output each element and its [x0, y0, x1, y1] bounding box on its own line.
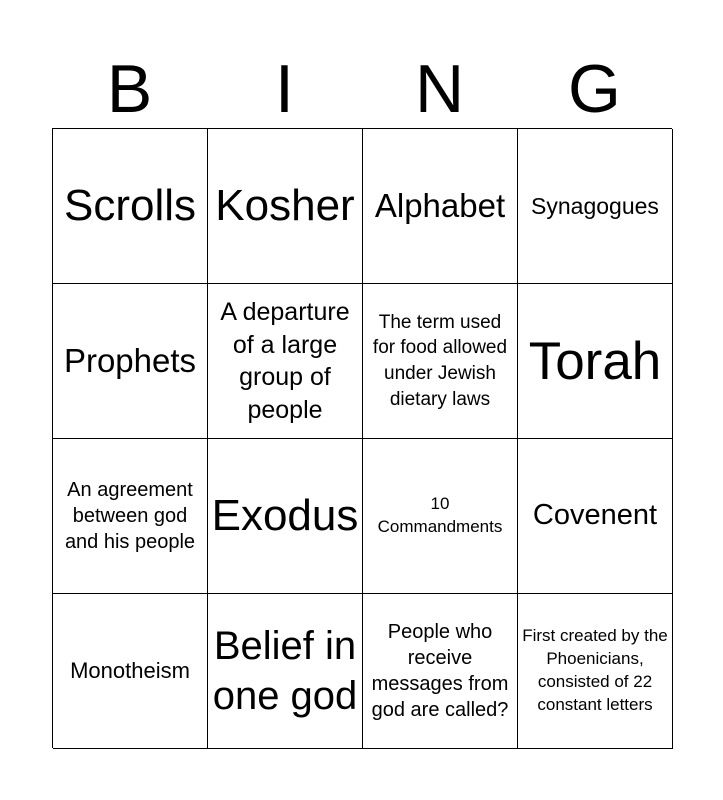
header-letter-n: N — [414, 51, 465, 127]
cell-text: Scrolls — [63, 181, 197, 230]
bingo-cell-1-1[interactable] — [53, 129, 208, 284]
cell-text: Covenent — [532, 499, 658, 532]
header-letter-i: I — [275, 51, 294, 127]
bingo-cell-4-2[interactable] — [208, 594, 363, 749]
cell-text: Exodus — [211, 491, 359, 540]
bingo-header — [52, 50, 672, 128]
cell-text: Alphabet — [374, 186, 506, 224]
cell-text: Monotheism — [70, 657, 190, 683]
bingo-cell-4-3[interactable] — [363, 594, 518, 749]
bingo-cell-2-3[interactable] — [363, 284, 518, 439]
bingo-cell-2-1[interactable] — [53, 284, 208, 439]
cell-text: People who receive messages from god are called? — [371, 621, 509, 721]
bingo-cell-3-1[interactable] — [53, 439, 208, 594]
bingo-cell-2-4[interactable] — [518, 284, 673, 439]
bingo-cell-3-4[interactable] — [518, 439, 673, 594]
bingo-cell-1-4[interactable] — [518, 129, 673, 284]
bingo-cell-4-1[interactable] — [53, 594, 208, 749]
cell-text: Kosher — [215, 181, 355, 230]
header-letter-g: G — [568, 51, 621, 127]
bingo-cell-2-2[interactable] — [208, 284, 363, 439]
bingo-cell-4-4[interactable] — [518, 594, 673, 749]
cell-text: Belief in one god — [212, 624, 358, 718]
bingo-board — [52, 128, 672, 748]
header-letter-b: B — [106, 51, 153, 127]
cell-text: First created by the Phoenicians, consisted of 22 constant letters — [522, 626, 668, 714]
cell-text: An agreement between god and his people — [64, 479, 196, 553]
cell-text: 10 Commandments — [377, 494, 503, 536]
cell-text: A departure of a large group of people — [220, 298, 350, 424]
cell-text: The term used for food allowed under Jewish dietary laws — [372, 311, 508, 410]
cell-text: Prophets — [63, 341, 197, 379]
cell-text: Synagogues — [531, 192, 659, 219]
bingo-cell-3-3[interactable] — [363, 439, 518, 594]
bingo-cell-1-2[interactable] — [208, 129, 363, 284]
cell-text: Torah — [528, 331, 662, 391]
bingo-cell-1-3[interactable] — [363, 129, 518, 284]
bingo-cell-3-2[interactable] — [208, 439, 363, 594]
